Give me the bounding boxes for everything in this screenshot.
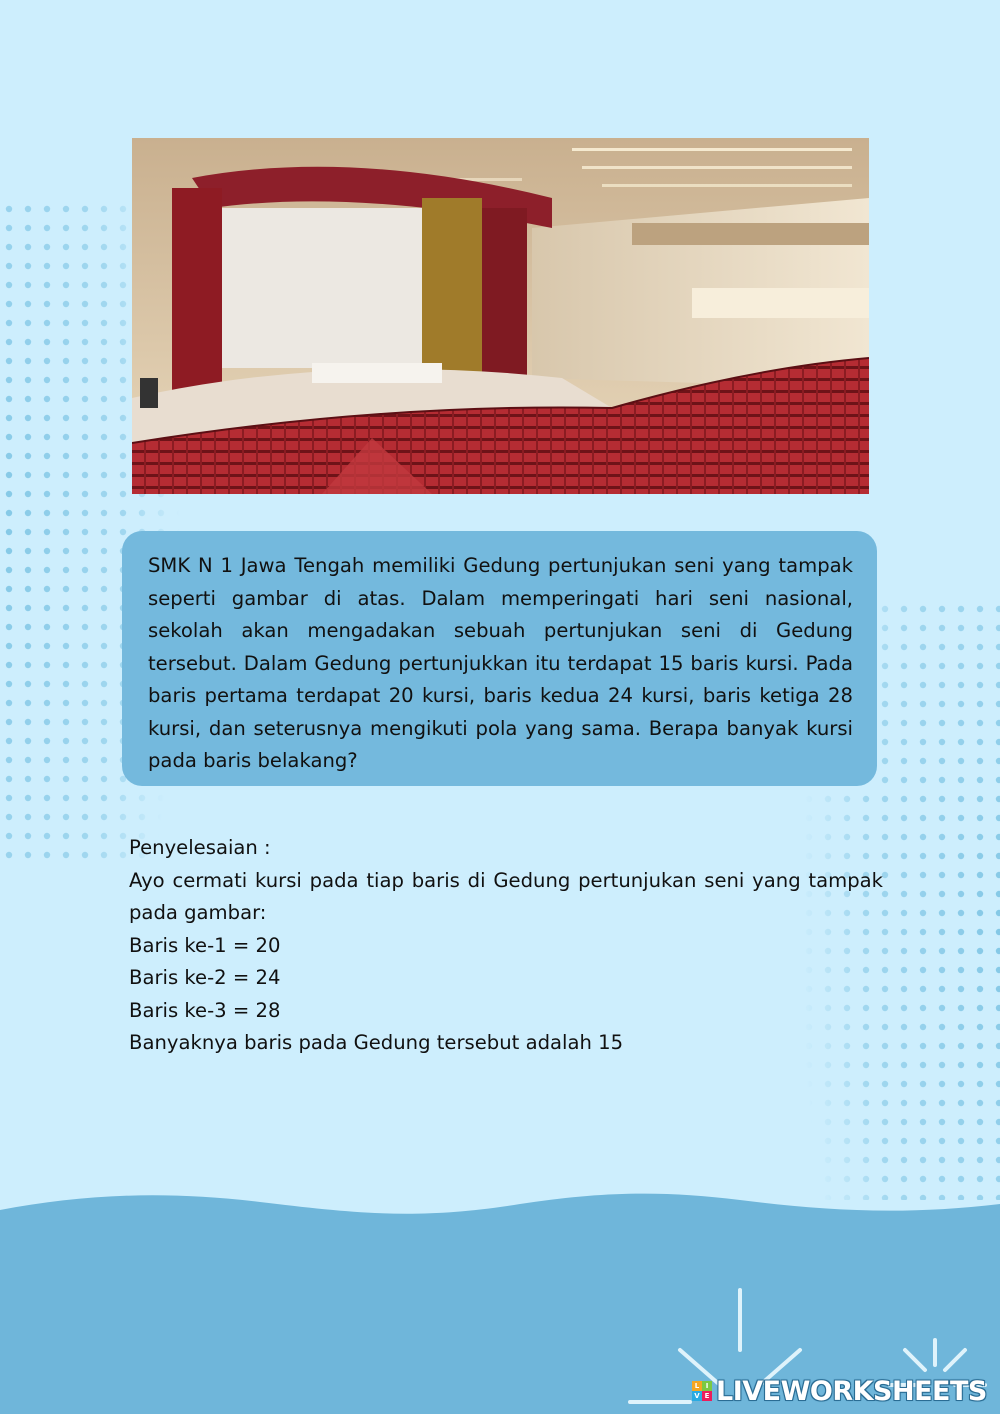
- question-box: [122, 531, 877, 786]
- solution-summary: Banyaknya baris pada Gedung tersebut adalah 15: [129, 1031, 624, 1054]
- row-3-value: Baris ke-3 = 28: [129, 998, 281, 1022]
- row-1-value: Baris ke-1 = 20: [129, 933, 281, 957]
- solution-section: [129, 832, 883, 1060]
- auditorium-photo: [132, 138, 869, 494]
- question-text: SMK N 1 Jawa Tengah memiliki Gedung pertunjukan seni yang tampak seperti gambar di atas. Dalam memperingati hari seni nasional, sekolah akan mengadakan sebuah pertunjukan seni di Gedung tersebut. Dalam Gedung pertunjukkan itu terdapat 15 baris kursi. Pada baris pertama terdapat 20 kursi, baris kedua 24 kursi, baris ketiga 28 kursi, dan seterusnya mengikuti pola yang sama. Berapa banyak kursi pada baris belakang?: [148, 554, 853, 772]
- row-2-value: Baris ke-2 = 24: [129, 966, 281, 989]
- logo-text: LIVEWORKSHEETS: [716, 1375, 987, 1407]
- solution-heading: Penyelesaian :: [129, 836, 271, 859]
- liveworksheets-logo[interactable]: [692, 1374, 987, 1408]
- logo-mark-icon: L I V E: [692, 1381, 712, 1401]
- solution-intro: Ayo cermati kursi pada tiap baris di Gedung pertunjukan seni yang tampak pada gambar:: [129, 868, 883, 924]
